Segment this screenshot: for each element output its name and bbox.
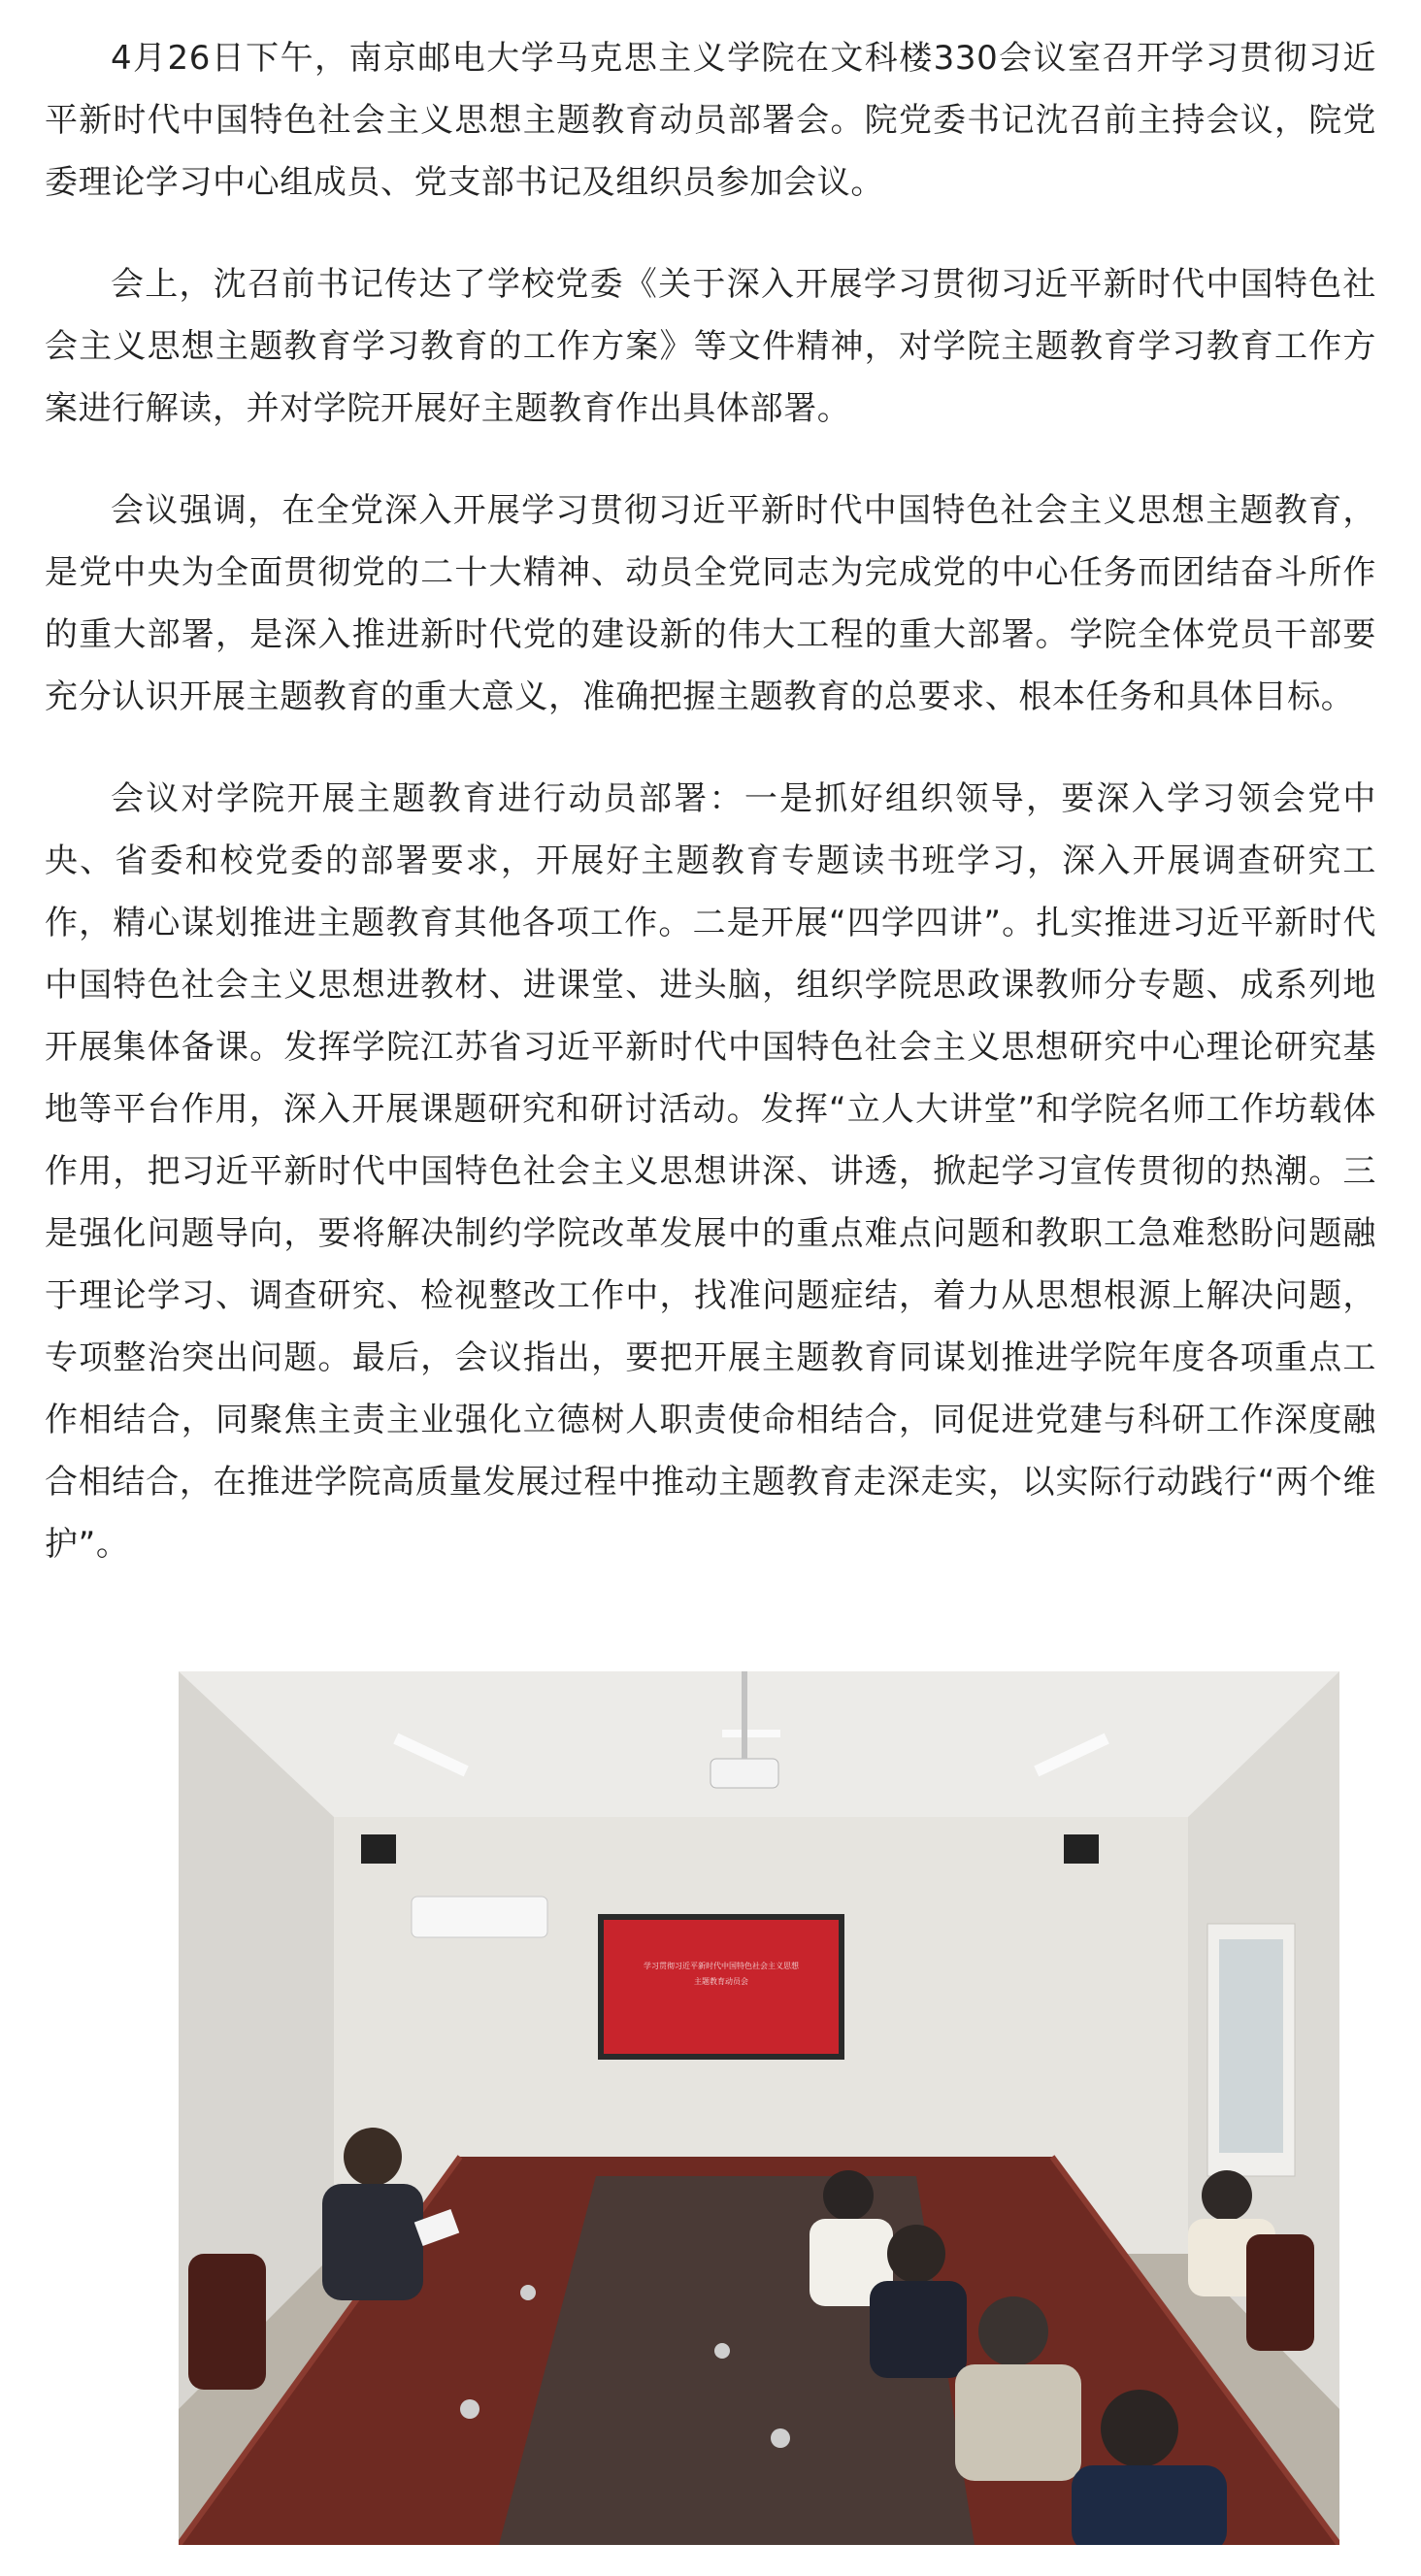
screen-title: 学习贯彻习近平新时代中国特色社会主义思想 [644,1962,799,1970]
chair [188,2254,266,2390]
meeting-room-illustration [179,1671,1339,2545]
chair [1246,2234,1314,2351]
speaker [361,1834,396,1864]
projector [710,1759,778,1788]
paragraph-meeting-intro: 4月26日下午，南京邮电大学马克思主义学院在文科楼330会议室召开学习贯彻习近平新时代中国特色社会主义思想主题教育动员部署会。院党委书记沈召前主持会议，院党委理论学习中心组成员、党支部书记及组织员参加会议。 [45,39,1376,202]
display-screen [604,1920,839,2054]
paragraph-meeting-emphasis: 会议强调，在全党深入开展学习贯彻习近平新时代中国特色社会主义思想主题教育，是党中央为全面贯彻党的二十大精神、动员全党同志为完成党的中心任务而团结奋斗所作的重大部署，是深入推进新时代党的建设新的伟大工程的重大部署。学院全体党员干部要充分认识开展主题教育的重大意义，准确把握主题教育的总要求、根本任务和具体目标。 [45,491,1376,716]
speaker [1064,1834,1099,1864]
ceiling [179,1671,1339,1836]
paragraph-deployment: 会议对学院开展主题教育进行动员部署：一是抓好组织领导，要深入学习领会党中央、省委和校党委的部署要求，开展好主题教育专题读书班学习，深入开展调查研究工作，精心谋划推进主题教育其他各项工作。二是开展“四学四讲”。扎实推进习近平新时代中国特色社会主义思想进教材、进课堂、进头脑，组织学院思政课教师分专题、成系列地开展集体备课。发挥学院江苏省习近平新时代中国特色社会主义思想研究中心理论研究基地等平台作用，深入开展课题研究和研讨活动。发挥“立人大讲堂”和学院名师工作坊载体作用，把习近平新时代中国特色社会主义思想讲深、讲透，掀起学习宣传贯彻的热潮。三是强化问题导向，要将解决制约学院改革发展中的重点难点问题和教职工急难愁盼问题融于理论学习、调查研究、检视整改工作中，找准问题症结，着力从思想根源上解决问题，专项整治突出问题。最后，会议指出，要把开展主题教育同谋划推进学院年度各项重点工作相结合，同聚焦主责主业强化立德树人职责使命相结合，同促进党建与科研工作深度融合相结合，在推进学院高质量发展过程中推动主题教育走深走实，以实际行动践行“两个维护”。 [45,779,1376,1564]
screen-subtitle: 主题教育动员会 [694,1977,748,1986]
article-body [45,27,1376,1615]
paragraph-meeting-content: 会上，沈召前书记传达了学校党委《关于深入开展学习贯彻习近平新时代中国特色社会主义思想主题教育学习教育的工作方案》等文件精神，对学院主题教育学习教育工作方案进行解读，并对学院开展好主题教育作出具体部署。 [45,265,1376,428]
meeting-photo [179,1671,1339,2545]
air-conditioner [412,1897,547,1937]
ceiling-light [722,1730,780,1737]
door-window [1219,1939,1283,2153]
